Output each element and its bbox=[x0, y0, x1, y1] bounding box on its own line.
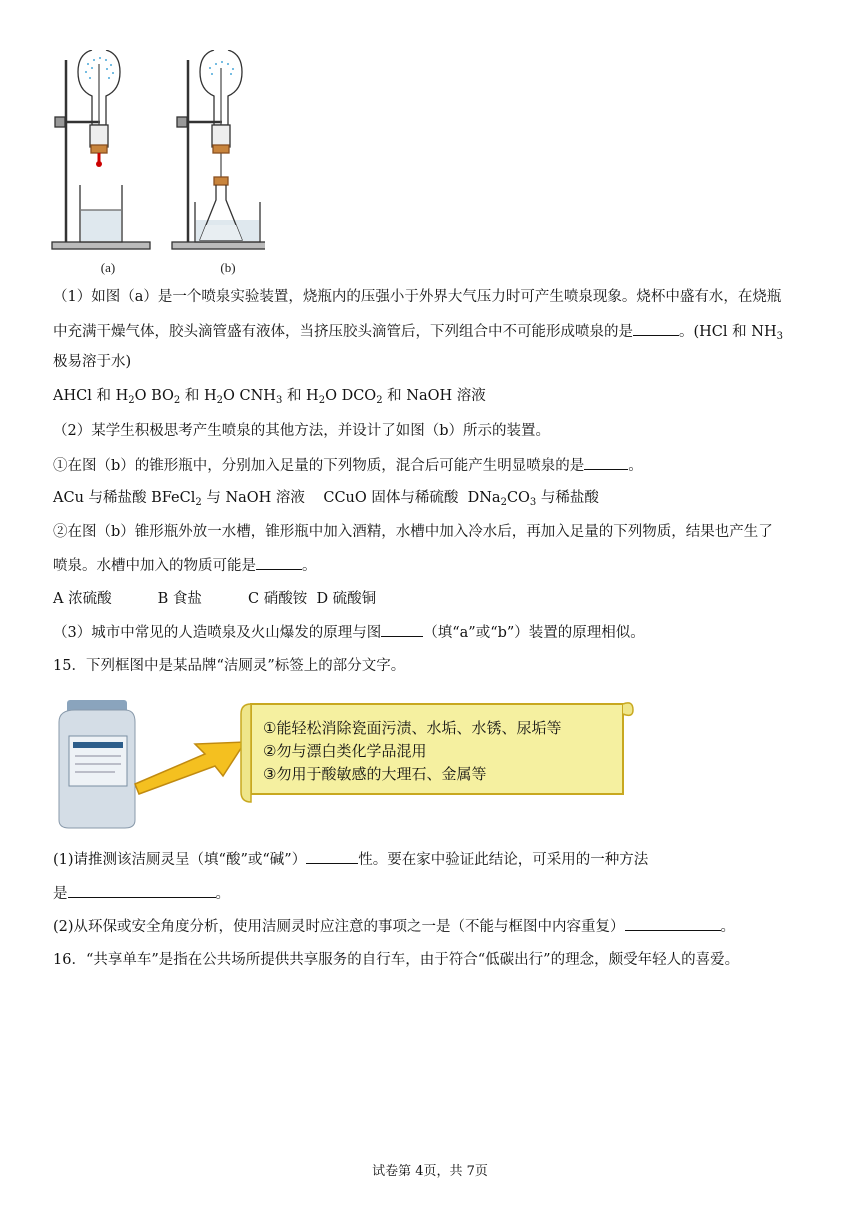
q14-1-line1: （1）如图（a）是一个喷泉实验装置，烧瓶内的压强小于外界大气压力时可产生喷泉现象。烧杯中盛有水，在烧瓶 bbox=[53, 289, 782, 305]
option-text: 和 H bbox=[282, 388, 319, 404]
apparatus-b bbox=[172, 50, 265, 249]
subscript: 2 bbox=[128, 395, 135, 406]
subscript: 2 bbox=[318, 395, 326, 406]
page-footer: 试卷第 4页，共 7页 bbox=[372, 1164, 488, 1179]
subscript: 2 bbox=[376, 395, 383, 406]
q15-title: 15．下列框图中是某品牌“洁厕灵”标签上的部分文字。 bbox=[53, 658, 406, 674]
subscript: 2 bbox=[173, 395, 181, 406]
subscript: 2 bbox=[500, 497, 507, 508]
answer-blank[interactable] bbox=[584, 455, 628, 470]
subscript: 3 bbox=[776, 331, 783, 342]
question-text: 。 bbox=[628, 458, 643, 474]
arrow-icon bbox=[135, 742, 245, 794]
option-text: AHCl 和 H bbox=[53, 388, 129, 404]
label-line-3: ③勿用于酸敏感的大理石、金属等 bbox=[263, 765, 487, 783]
question-text: (1)请推测该洁厕灵呈（填“酸”或“碱”） bbox=[53, 852, 307, 868]
figure-a-label: (a) bbox=[100, 260, 116, 275]
option-text: 和 H bbox=[180, 388, 217, 404]
q14-1-line3: 极易溶于水) bbox=[53, 354, 132, 370]
q14-2-sub1-options bbox=[53, 488, 599, 508]
question-text: 。 bbox=[215, 886, 230, 902]
answer-blank[interactable] bbox=[633, 321, 679, 336]
answer-blank[interactable] bbox=[625, 916, 721, 931]
q14-1-line2 bbox=[53, 321, 783, 342]
apparatus-a bbox=[52, 50, 150, 249]
option-text: O CNH bbox=[223, 388, 276, 404]
q14-2-sub2-line2 bbox=[53, 555, 317, 576]
option-text: O BO bbox=[134, 388, 174, 404]
q14-1-note: 。(HCl 和 NH bbox=[679, 324, 777, 340]
option-text: 与稀盐酸 bbox=[536, 490, 599, 506]
question-text: 喷泉。水槽中加入的物质可能是 bbox=[53, 558, 256, 574]
answer-blank[interactable] bbox=[68, 883, 216, 898]
question-text: （3）城市中常见的人造喷泉及火山爆发的原理与图 bbox=[53, 625, 382, 641]
label-line-1: ①能轻松消除瓷面污渍、水垢、水锈、尿垢等 bbox=[263, 719, 562, 737]
q14-2-intro: （2）某学生积极思考产生喷泉的其他方法，并设计了如图（b）所示的装置。 bbox=[53, 423, 551, 439]
subscript: 2 bbox=[216, 395, 224, 406]
option-text: ACu 与稀盐酸 BFeCl bbox=[53, 490, 196, 506]
q16-title: 16．“共享单车”是指在公共场所提供共享服务的自行车，由于符合“低碳出行”的理念，颇受年轻人的喜爱。 bbox=[53, 952, 740, 968]
label-line-2: ②勿与漂白类化学品混用 bbox=[263, 742, 427, 760]
answer-blank[interactable] bbox=[256, 555, 302, 570]
q14-1-text: 中充满干燥气体，胶头滴管盛有液体，当挤压胶头滴管后，下列组合中不可能形成喷泉的是 bbox=[53, 324, 633, 340]
subscript: 3 bbox=[275, 395, 283, 406]
q14-2-sub2-options: A 浓硫酸 B 食盐 C 硝酸铵 D 硫酸铜 bbox=[53, 591, 377, 607]
question-text: ①在图（b）的锥形瓶中，分别加入足量的下列物质，混合后可能产生明显喷泉的是 bbox=[53, 458, 585, 474]
question-text: （填“a”或“b”）装置的原理相似。 bbox=[423, 625, 645, 641]
option-text: O DCO bbox=[325, 388, 377, 404]
answer-blank[interactable] bbox=[306, 849, 358, 864]
subscript: 3 bbox=[529, 497, 537, 508]
question-text: 。 bbox=[302, 558, 317, 574]
q15-2 bbox=[53, 916, 735, 937]
question-text: 是 bbox=[53, 886, 68, 902]
q14-1-options bbox=[53, 386, 486, 406]
q14-2-sub1 bbox=[53, 455, 643, 476]
question-text: 。 bbox=[720, 919, 736, 935]
cleaner-bottle-image bbox=[59, 700, 135, 828]
q15-1-line2 bbox=[53, 883, 230, 904]
figure-b-label: (b) bbox=[220, 260, 236, 275]
option-text: 与 NaOH 溶液 CCuO 固体与稀硫酸 DNa bbox=[201, 490, 501, 506]
cleaner-label-figure bbox=[55, 692, 635, 832]
option-text: CO bbox=[506, 490, 530, 506]
option-text: 和 NaOH 溶液 bbox=[382, 388, 486, 404]
question-text: 性。要在家中验证此结论，可采用的一种方法 bbox=[358, 852, 649, 868]
question-text: (2)从环保或安全角度分析，使用洁厕灵时应注意的事项之一是（不能与框图中内容重复） bbox=[53, 919, 625, 935]
subscript: 2 bbox=[195, 497, 202, 508]
q15-1-line1 bbox=[53, 849, 648, 870]
fountain-apparatus-figure bbox=[50, 50, 265, 280]
answer-blank[interactable] bbox=[381, 622, 423, 637]
q14-3 bbox=[53, 622, 645, 643]
q14-2-sub2-line1: ②在图（b）锥形瓶外放一水槽，锥形瓶中加入酒精，水槽中加入冷水后，再加入足量的下列物质，结果也产生了 bbox=[53, 524, 773, 540]
